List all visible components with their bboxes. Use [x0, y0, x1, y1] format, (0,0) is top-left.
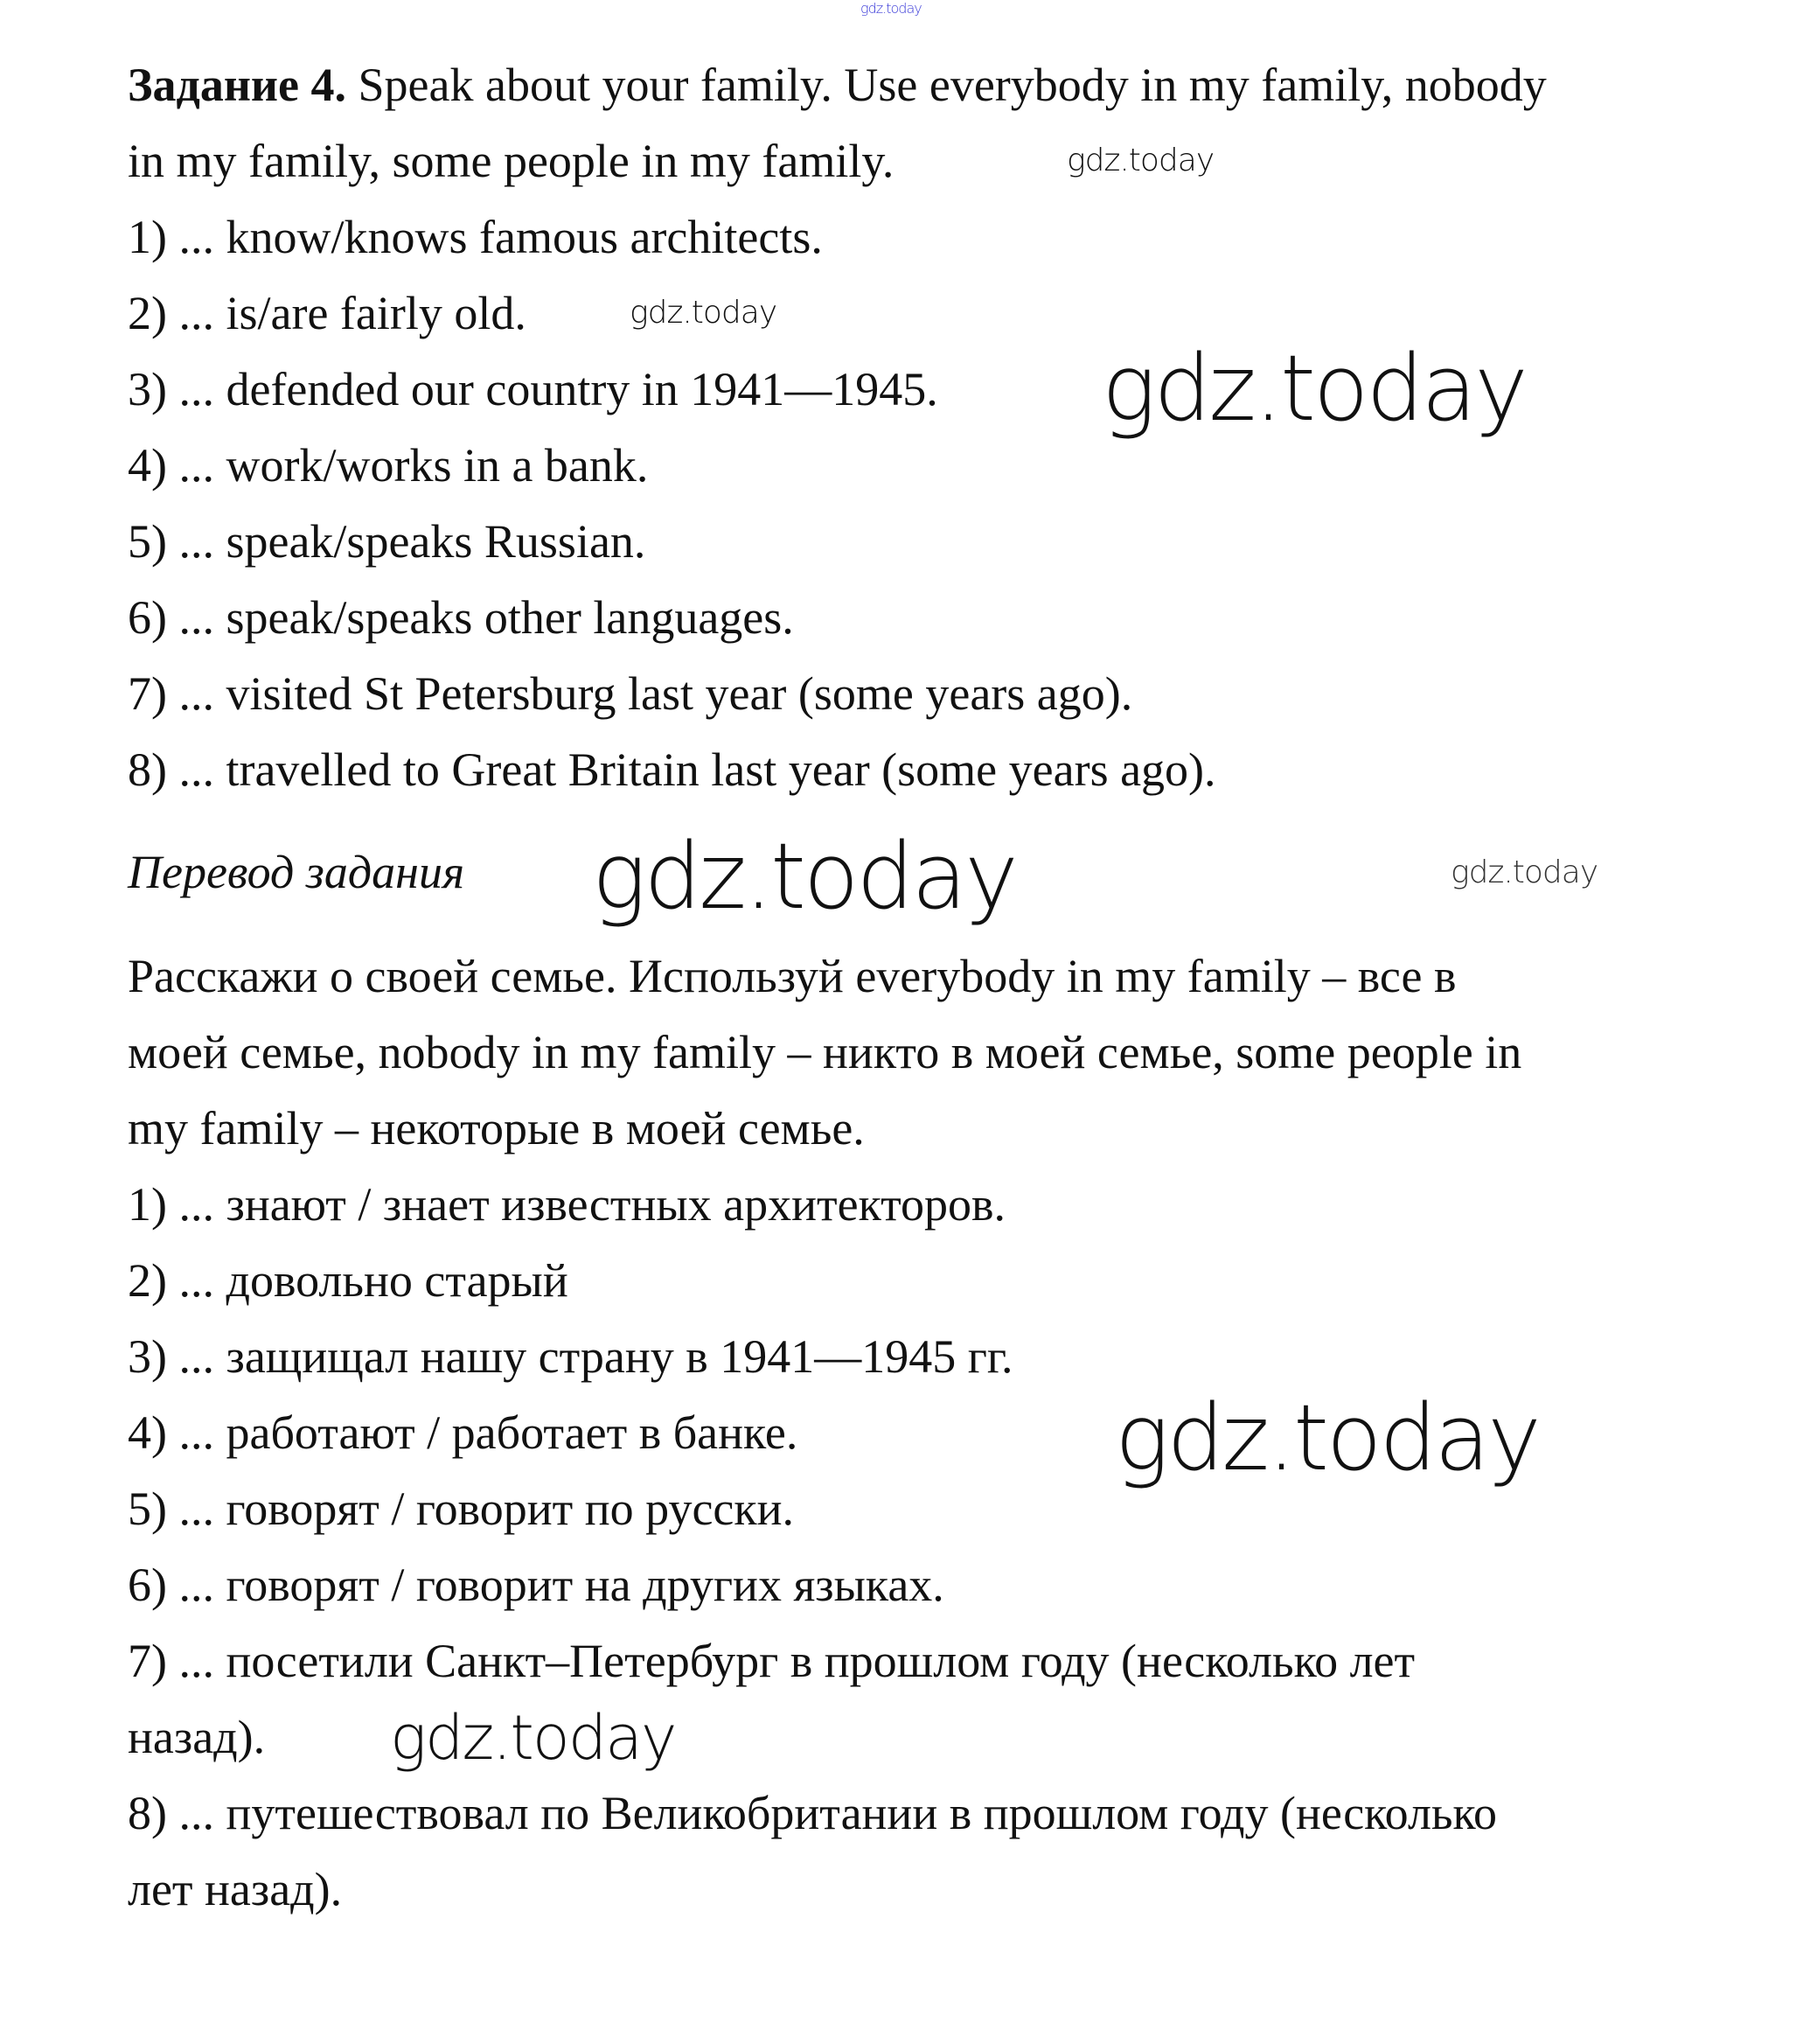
- watermark: gdz.today: [390, 1702, 676, 1774]
- task-item: 5) ... speak/speaks Russian.: [128, 515, 646, 568]
- watermark: gdz.today: [592, 823, 1016, 930]
- task-item: 2) ... is/are fairly old.: [128, 287, 526, 339]
- task-item: 6) ... speak/speaks other languages.: [128, 591, 794, 644]
- translation-item: 7) ... посетили Санкт–Петербург в прошлом году (несколько лет: [128, 1635, 1416, 1687]
- translation-item: назад).: [128, 1711, 266, 1763]
- translation-item: 5) ... говорят / говорит по русски.: [128, 1482, 795, 1535]
- translation-item: 3) ... защищал нашу страну в 1941—1945 гг.: [128, 1330, 1013, 1383]
- translation-item: 4) ... работают / работает в банке.: [128, 1406, 798, 1459]
- task-number: Задание 4.: [128, 59, 347, 111]
- watermark: gdz.today: [1115, 1385, 1539, 1491]
- document-body: [128, 47, 1719, 1928]
- translation-heading: Перевод задания: [128, 846, 465, 898]
- watermark: gdz.today: [1102, 335, 1526, 442]
- task-instruction-line2: in my family, some people in my family.: [128, 135, 895, 187]
- task-item: 7) ... visited St Petersburg last year (some years ago).: [128, 667, 1133, 720]
- watermark: gdz.today: [1451, 855, 1598, 890]
- task-instruction: Speak about your family. Use everybody in my family, nobody: [346, 59, 1547, 111]
- translation-intro: Расскажи о своей семье. Используй everybody in my family – все в: [128, 950, 1457, 1002]
- translation-intro: my family – некоторые в моей семье.: [128, 1102, 865, 1155]
- translation-intro: моей семье, nobody in my family – никто в моей семье, some people in: [128, 1026, 1522, 1078]
- task-item: 8) ... travelled to Great Britain last year (some years ago).: [128, 743, 1216, 796]
- task-title: [128, 47, 1547, 123]
- watermark: gdz.today: [860, 0, 922, 17]
- watermark: gdz.today: [630, 295, 777, 331]
- task-item: 4) ... work/works in a bank.: [128, 439, 649, 492]
- task-item: 1) ... know/knows famous architects.: [128, 211, 823, 263]
- translation-item: 6) ... говорят / говорит на других языках.: [128, 1559, 944, 1611]
- translation-item: 8) ... путешествовал по Великобритании в прошлом году (несколько: [128, 1787, 1498, 1839]
- task-item: 3) ... defended our country in 1941—1945.: [128, 363, 938, 415]
- watermark: gdz.today: [1067, 143, 1215, 178]
- translation-item: 2) ... довольно старый: [128, 1254, 568, 1307]
- translation-item: 1) ... знают / знает известных архитекторов.: [128, 1178, 1006, 1231]
- translation-item: лет назад).: [128, 1863, 343, 1915]
